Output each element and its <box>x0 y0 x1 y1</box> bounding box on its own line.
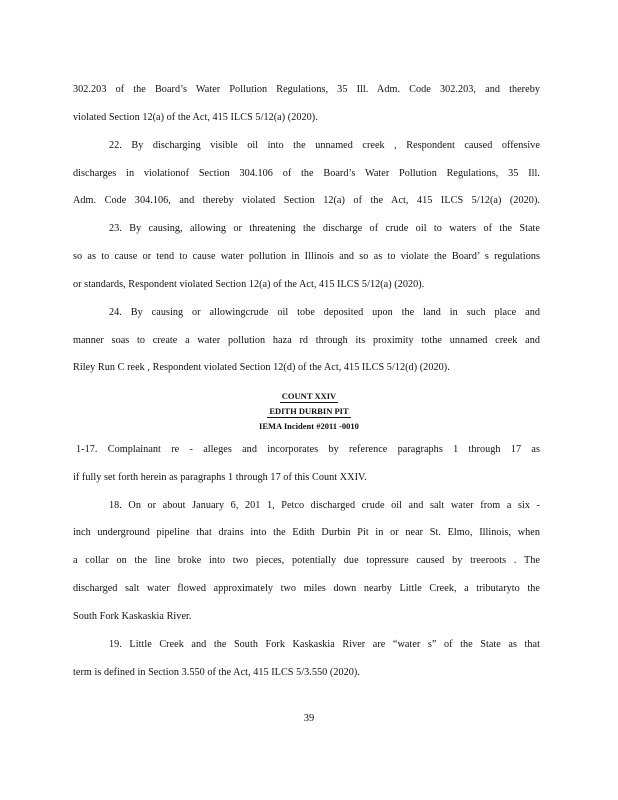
paragraph-line: 302.203 of the Board’s Water Pollution Regulations, 35 Ill. Adm. Code 302.203, and thereby <box>73 84 540 95</box>
paragraph-line: manner soas to create a water pollution haza rd through its proximity tothe unnamed creek and <box>73 335 540 346</box>
paragraph-line: 23. By causing, allowing or threatening the discharge of crude oil to waters of the State <box>109 223 540 234</box>
site-heading <box>0 406 618 418</box>
paragraph-line: if fully set forth herein as paragraphs 1 through 17 of this Count XXIV. <box>73 472 367 483</box>
paragraph-line: inch underground pipeline that drains into the Edith Durbin Pit in or near St. Elmo, Illinois, when <box>73 527 540 538</box>
count-title: COUNT XXIV <box>281 391 337 401</box>
incident-heading <box>0 421 618 432</box>
paragraph-line: violated Section 12(a) of the Act, 415 ILCS 5/12(a) (2020). <box>73 112 318 123</box>
paragraph-line: term is defined in Section 3.550 of the Act, 415 ILCS 5/3.550 (2020). <box>73 667 360 678</box>
paragraph-line: 18. On or about January 6, 201 1, Petco discharged crude oil and salt water from a six - <box>109 500 540 511</box>
paragraph-line: 1-17. Complainant re - alleges and incorporates by reference paragraphs 1 through 17 as <box>76 444 540 455</box>
paragraph-line: Riley Run C reek , Respondent violated Section 12(d) of the Act, 415 ILCS 5/12(d) (2020). <box>73 362 450 373</box>
count-heading <box>0 391 618 403</box>
paragraph-line: so as to cause or tend to cause water pollution in Illinois and so as to violate the Board’ s regulations <box>73 251 540 262</box>
paragraph-line: discharged salt water flowed approximately two miles down nearby Little Creek, a tributaryto the <box>73 583 540 594</box>
paragraph-line: 24. By causing or allowingcrude oil tobe deposited upon the land in such place and <box>109 307 540 318</box>
paragraph-line: South Fork Kaskaskia River. <box>73 611 192 622</box>
paragraph-line: or standards, Respondent violated Section 12(a) of the Act, 415 ILCS 5/12(a) (2020). <box>73 279 425 290</box>
paragraph-line: Adm. Code 304.106, and thereby violated Section 12(a) of the Act, 415 ILCS 5/12(a) (2020). <box>73 195 540 206</box>
page-number: 39 <box>303 713 315 724</box>
incident-number: IEMA Incident #2011 -0010 <box>259 421 359 431</box>
paragraph-line: a collar on the line broke into two pieces, potentially due topressure caused by treeroots . The <box>73 555 540 566</box>
paragraph-line: 19. Little Creek and the South Fork Kaskaskia River are “water s” of the State as that <box>109 639 540 650</box>
site-name: EDITH DURBIN PIT <box>269 406 349 416</box>
paragraph-line: 22. By discharging visible oil into the unnamed creek , Respondent caused offensive <box>109 140 540 151</box>
paragraph-line: discharges in violationof Section 304.106 of the Board’s Water Pollution Regulations, 35 Ill. <box>73 168 540 179</box>
